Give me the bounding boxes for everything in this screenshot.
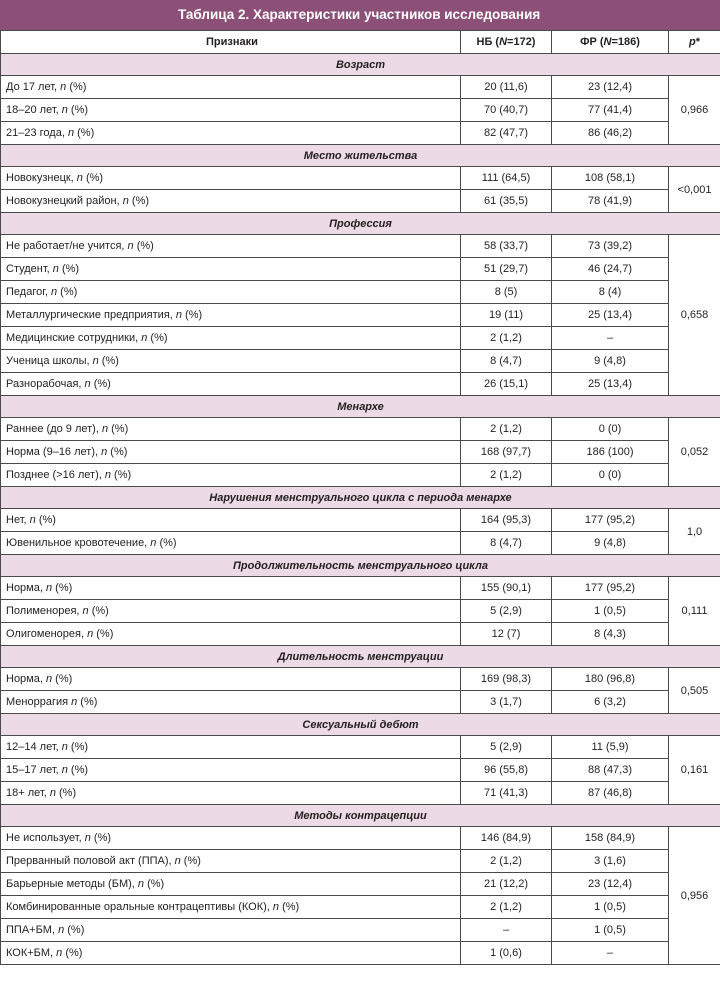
row-label-text: 18–20 лет, bbox=[6, 104, 62, 116]
row-label bbox=[1, 509, 461, 532]
row-label-text: Педагог, bbox=[6, 286, 51, 298]
table-row bbox=[1, 281, 720, 304]
section-header-row bbox=[1, 805, 720, 827]
row-label bbox=[1, 532, 461, 555]
row-label-unit-suffix: (%) bbox=[55, 787, 77, 799]
nb-value: 164 (95,3) bbox=[461, 509, 552, 532]
row-label-unit: n bbox=[101, 446, 108, 458]
row-label-text: Позднее (>16 лет), bbox=[6, 469, 105, 481]
fr-value: 25 (13,4) bbox=[552, 373, 669, 396]
nb-value: 168 (97,7) bbox=[461, 441, 552, 464]
row-label-unit: n bbox=[60, 81, 67, 93]
row-label bbox=[1, 99, 461, 122]
fr-value: 108 (58,1) bbox=[552, 167, 669, 190]
row-label bbox=[1, 896, 461, 919]
section-title: Длительность менструации bbox=[1, 646, 720, 668]
nb-value: 8 (4,7) bbox=[461, 350, 552, 373]
row-label bbox=[1, 942, 461, 965]
fr-value: 9 (4,8) bbox=[552, 532, 669, 555]
table-row bbox=[1, 167, 720, 190]
section-header-row bbox=[1, 213, 720, 235]
fr-value: 8 (4) bbox=[552, 281, 669, 304]
nb-value: 5 (2,9) bbox=[461, 736, 552, 759]
row-label-text: Металлургические предприятия, bbox=[6, 309, 176, 321]
table-row bbox=[1, 668, 720, 691]
row-label bbox=[1, 441, 461, 464]
nb-value: 2 (1,2) bbox=[461, 418, 552, 441]
row-label-text: 15–17 лет, bbox=[6, 764, 62, 776]
table-row bbox=[1, 350, 720, 373]
row-label-unit-suffix: (%) bbox=[35, 514, 56, 526]
row-label bbox=[1, 464, 461, 487]
nb-value: 51 (29,7) bbox=[461, 258, 552, 281]
row-label-text: Норма (9–16 лет), bbox=[6, 446, 102, 458]
p-value: 0,505 bbox=[669, 668, 720, 714]
nb-value: 61 (35,5) bbox=[461, 190, 552, 213]
row-label-unit: n bbox=[51, 286, 58, 298]
row-label-unit-suffix: (%) bbox=[147, 332, 168, 344]
row-label-unit-suffix: (%) bbox=[90, 378, 111, 390]
section-header-row bbox=[1, 555, 720, 577]
row-label-text: Новокузнецк, bbox=[6, 172, 77, 184]
row-label-text: 12–14 лет, bbox=[6, 741, 62, 753]
row-label-unit: n bbox=[84, 378, 91, 390]
row-label-text: Студент, bbox=[6, 263, 53, 275]
row-label bbox=[1, 668, 461, 691]
fr-value: – bbox=[552, 327, 669, 350]
row-label bbox=[1, 600, 461, 623]
nb-value: 3 (1,7) bbox=[461, 691, 552, 714]
row-label-unit-suffix: (%) bbox=[67, 764, 89, 776]
row-label-unit: n bbox=[61, 764, 68, 776]
fr-value: 77 (41,4) bbox=[552, 99, 669, 122]
header-p: p* bbox=[669, 31, 720, 54]
section-title: Нарушения менструального цикла с периода менархе bbox=[1, 487, 720, 509]
table-row bbox=[1, 76, 720, 99]
nb-value: 8 (4,7) bbox=[461, 532, 552, 555]
row-label-unit-suffix: (%) bbox=[108, 423, 129, 435]
fr-value: 73 (39,2) bbox=[552, 235, 669, 258]
row-label-unit: n bbox=[29, 514, 36, 526]
row-label-unit: n bbox=[71, 696, 78, 708]
fr-value: 78 (41,9) bbox=[552, 190, 669, 213]
row-label bbox=[1, 235, 461, 258]
table-header-row bbox=[1, 31, 720, 54]
row-label-unit: n bbox=[45, 673, 53, 685]
fr-value: 177 (95,2) bbox=[552, 509, 669, 532]
fr-value: 8 (4,3) bbox=[552, 623, 669, 646]
row-label-unit-suffix: (%) bbox=[74, 127, 95, 139]
section-header-row bbox=[1, 396, 720, 418]
table-row bbox=[1, 464, 720, 487]
row-label-unit: n bbox=[84, 832, 91, 844]
row-label-text: Барьерные методы (БМ), bbox=[6, 878, 138, 890]
row-label-unit: n bbox=[104, 469, 111, 481]
row-label-unit: n bbox=[174, 855, 181, 867]
row-label-unit: n bbox=[61, 104, 68, 116]
fr-value: 1 (0,5) bbox=[552, 896, 669, 919]
row-label-text: Не работает/не учится, bbox=[6, 240, 128, 252]
row-label-unit: n bbox=[137, 878, 145, 890]
row-label-unit: n bbox=[82, 605, 89, 617]
row-label-unit: n bbox=[56, 947, 63, 959]
row-label-text: Норма, bbox=[6, 673, 46, 685]
row-label-unit: n bbox=[272, 901, 280, 913]
section-title: Место жительства bbox=[1, 145, 720, 167]
nb-value: 2 (1,2) bbox=[461, 327, 552, 350]
row-label-unit: n bbox=[150, 537, 157, 549]
row-label-unit: n bbox=[45, 582, 53, 594]
section-title: Менархе bbox=[1, 396, 720, 418]
table-row bbox=[1, 850, 720, 873]
row-label-unit-suffix: (%) bbox=[64, 924, 85, 936]
table-row bbox=[1, 896, 720, 919]
section-title: Профессия bbox=[1, 213, 720, 235]
table-row bbox=[1, 600, 720, 623]
table-row bbox=[1, 418, 720, 441]
table-row bbox=[1, 99, 720, 122]
row-label-unit-suffix: (%) bbox=[144, 878, 165, 890]
section-title: Продолжительность менструального цикла bbox=[1, 555, 720, 577]
row-label-unit: n bbox=[101, 423, 109, 435]
section-title: Возраст bbox=[1, 54, 720, 76]
row-label-text: КОК+БМ, bbox=[6, 947, 57, 959]
nb-value: 1 (0,6) bbox=[461, 942, 552, 965]
row-label-unit-suffix: (%) bbox=[181, 309, 203, 321]
table-row bbox=[1, 623, 720, 646]
row-label bbox=[1, 350, 461, 373]
nb-value: 2 (1,2) bbox=[461, 850, 552, 873]
row-label-unit: n bbox=[122, 195, 129, 207]
row-label-unit-suffix: (%) bbox=[90, 832, 112, 844]
fr-value: 6 (3,2) bbox=[552, 691, 669, 714]
fr-value: 87 (46,8) bbox=[552, 782, 669, 805]
row-label-unit-suffix: (%) bbox=[93, 628, 114, 640]
p-value: 0,111 bbox=[669, 577, 720, 646]
nb-value: 8 (5) bbox=[461, 281, 552, 304]
fr-value: 46 (24,7) bbox=[552, 258, 669, 281]
row-label-text: Полименорея, bbox=[6, 605, 83, 617]
row-label-unit: n bbox=[141, 332, 148, 344]
table-row bbox=[1, 577, 720, 600]
header-nb: НБ (N=172) bbox=[461, 31, 552, 54]
row-label-unit-suffix: (%) bbox=[67, 741, 89, 753]
p-value: 0,658 bbox=[669, 235, 720, 396]
row-label-unit-suffix: (%) bbox=[133, 240, 154, 252]
fr-value: 3 (1,6) bbox=[552, 850, 669, 873]
row-label-text: Олигоменорея, bbox=[6, 628, 88, 640]
fr-value: 1 (0,5) bbox=[552, 600, 669, 623]
table-row bbox=[1, 873, 720, 896]
fr-value: 186 (100) bbox=[552, 441, 669, 464]
row-label-text: Не использует, bbox=[6, 832, 85, 844]
row-label-unit: n bbox=[58, 924, 65, 936]
row-label bbox=[1, 327, 461, 350]
table-row bbox=[1, 736, 720, 759]
row-label-unit-suffix: (%) bbox=[128, 195, 150, 207]
row-label bbox=[1, 691, 461, 714]
row-label-unit-suffix: (%) bbox=[180, 855, 201, 867]
table-row bbox=[1, 304, 720, 327]
section-header-row bbox=[1, 714, 720, 736]
nb-value: 96 (55,8) bbox=[461, 759, 552, 782]
row-label-unit: n bbox=[49, 787, 56, 799]
row-label-unit-suffix: (%) bbox=[82, 172, 104, 184]
row-label-unit-suffix: (%) bbox=[77, 696, 98, 708]
section-title: Сексуальный дебют bbox=[1, 714, 720, 736]
header-fr: ФР (N=186) bbox=[552, 31, 669, 54]
row-label-unit-suffix: (%) bbox=[67, 104, 89, 116]
table-row bbox=[1, 827, 720, 850]
row-label-unit-suffix: (%) bbox=[57, 286, 78, 298]
fr-value: 23 (12,4) bbox=[552, 873, 669, 896]
row-label-text: Разнорабочая, bbox=[6, 378, 85, 390]
section-header-row bbox=[1, 487, 720, 509]
row-label bbox=[1, 190, 461, 213]
row-label-text: Нет, bbox=[6, 514, 30, 526]
row-label bbox=[1, 759, 461, 782]
row-label-text: 18+ лет, bbox=[6, 787, 50, 799]
row-label-unit-suffix: (%) bbox=[66, 81, 87, 93]
row-label-unit: n bbox=[87, 628, 94, 640]
nb-value: 169 (98,3) bbox=[461, 668, 552, 691]
nb-value: 58 (33,7) bbox=[461, 235, 552, 258]
row-label-text: ППА+БМ, bbox=[6, 924, 59, 936]
nb-value: – bbox=[461, 919, 552, 942]
table-row bbox=[1, 190, 720, 213]
table-row bbox=[1, 258, 720, 281]
row-label-text: Ювенильное кровотечение, bbox=[6, 537, 151, 549]
row-label-text: Прерванный половой акт (ППА), bbox=[6, 855, 175, 867]
characteristics-table bbox=[0, 30, 720, 965]
row-label-unit-suffix: (%) bbox=[88, 605, 109, 617]
nb-value: 146 (84,9) bbox=[461, 827, 552, 850]
row-label-text: Ученица школы, bbox=[6, 355, 93, 367]
p-value: 1,0 bbox=[669, 509, 720, 555]
row-label-text: Новокузнецкий район, bbox=[6, 195, 123, 207]
row-label bbox=[1, 304, 461, 327]
section-header-row bbox=[1, 646, 720, 668]
row-label-text: 21–23 года, bbox=[6, 127, 68, 139]
nb-value: 82 (47,7) bbox=[461, 122, 552, 145]
p-value: 0,966 bbox=[669, 76, 720, 145]
table-row bbox=[1, 691, 720, 714]
row-label-unit: n bbox=[92, 355, 99, 367]
fr-value: 177 (95,2) bbox=[552, 577, 669, 600]
table-row bbox=[1, 122, 720, 145]
fr-value: 23 (12,4) bbox=[552, 76, 669, 99]
row-label-unit-suffix: (%) bbox=[156, 537, 177, 549]
fr-value: 180 (96,8) bbox=[552, 668, 669, 691]
fr-value: 11 (5,9) bbox=[552, 736, 669, 759]
table-row bbox=[1, 373, 720, 396]
table-body bbox=[1, 54, 720, 965]
row-label-unit: n bbox=[61, 741, 68, 753]
p-value: 0,052 bbox=[669, 418, 720, 487]
nb-value: 12 (7) bbox=[461, 623, 552, 646]
nb-value: 2 (1,2) bbox=[461, 464, 552, 487]
row-label bbox=[1, 373, 461, 396]
table-row bbox=[1, 532, 720, 555]
row-label bbox=[1, 167, 461, 190]
nb-value: 70 (40,7) bbox=[461, 99, 552, 122]
fr-value: 88 (47,3) bbox=[552, 759, 669, 782]
row-label-text: Комбинированные оральные контрацептивы (КОК), bbox=[6, 901, 273, 913]
row-label-unit: n bbox=[67, 127, 75, 139]
nb-value: 2 (1,2) bbox=[461, 896, 552, 919]
row-label-unit-suffix: (%) bbox=[110, 469, 132, 481]
row-label-unit: n bbox=[52, 263, 59, 275]
fr-value: 86 (46,2) bbox=[552, 122, 669, 145]
table-row bbox=[1, 441, 720, 464]
row-label bbox=[1, 418, 461, 441]
row-label bbox=[1, 827, 461, 850]
row-label-text: Раннее (до 9 лет), bbox=[6, 423, 102, 435]
row-label bbox=[1, 577, 461, 600]
nb-value: 71 (41,3) bbox=[461, 782, 552, 805]
fr-value: – bbox=[552, 942, 669, 965]
row-label bbox=[1, 873, 461, 896]
table-row bbox=[1, 327, 720, 350]
p-value: 0,956 bbox=[669, 827, 720, 965]
nb-value: 111 (64,5) bbox=[461, 167, 552, 190]
row-label-text: Медицинские сотрудники, bbox=[6, 332, 142, 344]
fr-value: 25 (13,4) bbox=[552, 304, 669, 327]
nb-value: 5 (2,9) bbox=[461, 600, 552, 623]
row-label-unit-suffix: (%) bbox=[52, 673, 73, 685]
table-row bbox=[1, 942, 720, 965]
fr-value: 9 (4,8) bbox=[552, 350, 669, 373]
row-label-unit-suffix: (%) bbox=[52, 582, 73, 594]
nb-value: 20 (11,6) bbox=[461, 76, 552, 99]
row-label bbox=[1, 919, 461, 942]
section-title: Методы контрацепции bbox=[1, 805, 720, 827]
row-label-unit: n bbox=[127, 240, 134, 252]
nb-value: 19 (11) bbox=[461, 304, 552, 327]
row-label bbox=[1, 76, 461, 99]
row-label bbox=[1, 850, 461, 873]
fr-value: 1 (0,5) bbox=[552, 919, 669, 942]
row-label-unit-suffix: (%) bbox=[62, 947, 83, 959]
fr-value: 0 (0) bbox=[552, 464, 669, 487]
p-value: 0,161 bbox=[669, 736, 720, 805]
header-features: Признаки bbox=[1, 31, 461, 54]
section-header-row bbox=[1, 145, 720, 167]
row-label-text: Норма, bbox=[6, 582, 46, 594]
row-label-text: До 17 лет, bbox=[6, 81, 61, 93]
table-title: Таблица 2. Характеристики участников исследования bbox=[0, 0, 720, 30]
row-label bbox=[1, 736, 461, 759]
row-label-unit: n bbox=[175, 309, 182, 321]
row-label bbox=[1, 623, 461, 646]
table-row bbox=[1, 782, 720, 805]
row-label bbox=[1, 281, 461, 304]
row-label-unit-suffix: (%) bbox=[107, 446, 128, 458]
nb-value: 155 (90,1) bbox=[461, 577, 552, 600]
row-label bbox=[1, 122, 461, 145]
p-value: <0,001 bbox=[669, 167, 720, 213]
nb-value: 21 (12,2) bbox=[461, 873, 552, 896]
row-label-unit-suffix: (%) bbox=[279, 901, 300, 913]
table-row bbox=[1, 235, 720, 258]
nb-value: 26 (15,1) bbox=[461, 373, 552, 396]
section-header-row bbox=[1, 54, 720, 76]
row-label bbox=[1, 258, 461, 281]
row-label-text: Меноррагия bbox=[6, 696, 72, 708]
row-label bbox=[1, 782, 461, 805]
row-label-unit-suffix: (%) bbox=[98, 355, 119, 367]
row-label-unit: n bbox=[76, 172, 83, 184]
table-row bbox=[1, 919, 720, 942]
fr-value: 158 (84,9) bbox=[552, 827, 669, 850]
row-label-unit-suffix: (%) bbox=[58, 263, 80, 275]
table-row bbox=[1, 509, 720, 532]
table-row bbox=[1, 759, 720, 782]
fr-value: 0 (0) bbox=[552, 418, 669, 441]
